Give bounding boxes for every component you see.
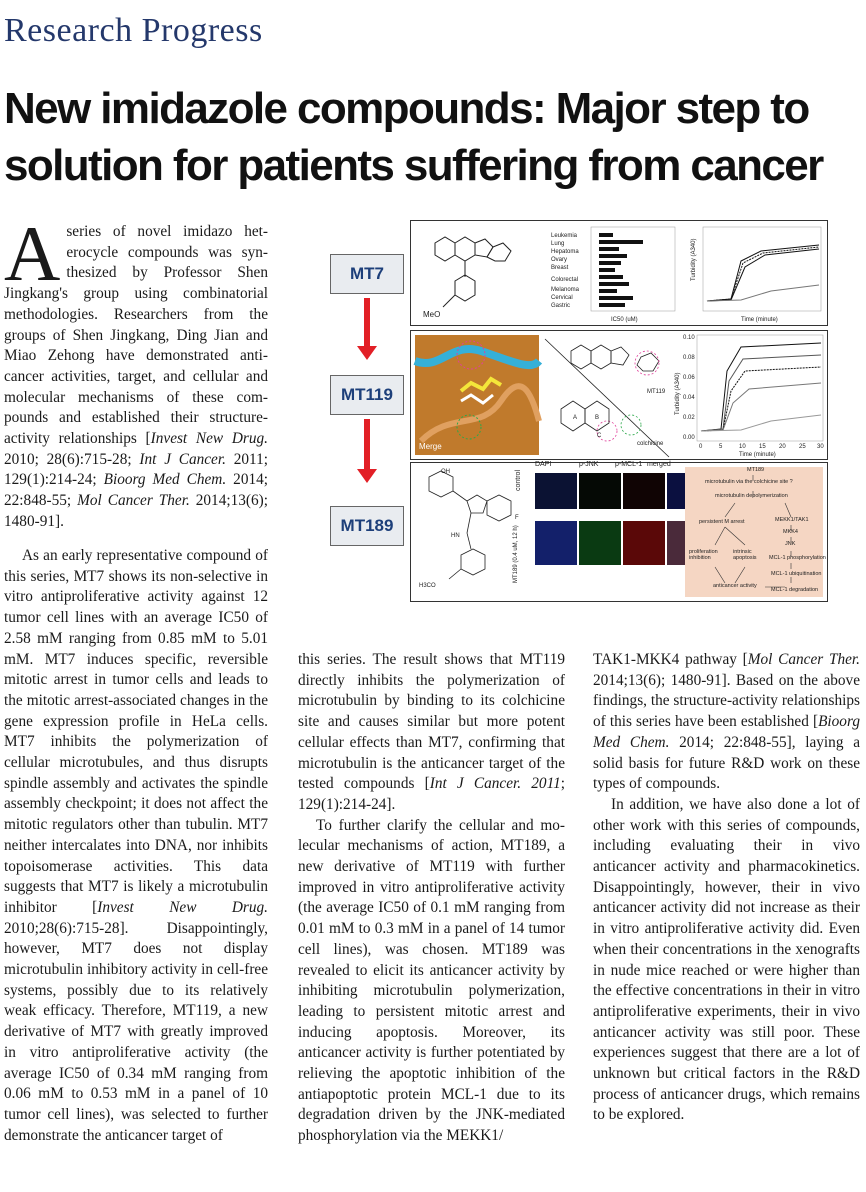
body-column-2	[298, 650, 565, 1147]
svg-text:5: 5	[719, 444, 723, 450]
svg-text:0: 0	[699, 444, 703, 450]
panel-mt119-graphics	[411, 331, 827, 459]
compound-label-mt189: MT189	[330, 506, 404, 546]
row-label-control: control	[515, 469, 522, 491]
pathway-node: JNK	[785, 541, 796, 547]
svg-text:Melanoma: Melanoma	[551, 287, 580, 293]
svg-text:30: 30	[817, 444, 824, 450]
paragraph: this series. The result shows that MT119 directly inhibits the polymerization of microtubulin by binding to its colchicine site and causes similar but more potent cellular effects than MT7, confirming that microtubulin is the anticancer target of the tested compounds [Int J Cancer. 2011; 129(1):214-24].	[298, 651, 565, 813]
svg-text:Ovary: Ovary	[551, 257, 568, 263]
pathway-node: MT189	[747, 467, 765, 473]
svg-text:Colorectal: Colorectal	[551, 277, 579, 283]
ring-label-c: C	[597, 433, 602, 439]
mt119-site-label: MT119	[647, 389, 666, 395]
section-title: Research Progress	[4, 12, 263, 49]
svg-text:Lung: Lung	[551, 241, 565, 247]
svg-text:OH: OH	[441, 469, 450, 475]
figure-panel-mt189	[410, 462, 828, 602]
paragraph: TAK1-MKK4 pathway [Mol Cancer Ther. 2014;13(6); 1480-91]. Based on the above findings, the structure-activity relationships of this series have been established [Bioorg Med Chem. 2014; 22:848-55], laying a solid basis for future R&D work on these types of compounds.	[593, 651, 860, 793]
pathway-node: proliferation inhibition	[689, 549, 718, 561]
svg-text:0.00: 0.00	[683, 435, 695, 441]
figure	[330, 220, 828, 602]
svg-text:0.10: 0.10	[683, 335, 695, 341]
pathway-node: MKK4	[783, 529, 798, 535]
svg-text:25: 25	[799, 444, 806, 450]
body-column-3	[593, 650, 860, 1126]
micro-col-label: p-MCL-1	[615, 461, 643, 468]
micrograph-pmcl1-control	[623, 473, 665, 509]
micrograph-pjnk-control	[579, 473, 621, 509]
substituent-label: H3CO	[419, 583, 436, 589]
turbidity-axis-label: Turbidity (A340)	[691, 238, 697, 281]
paragraph: Aseries of novel imidazo heterocycle compounds was synthesized by Professor Shen Jingkang's group using combinatorial methodologies. Researchers from the groups of Shen Jingkang, Ding Jian and Miao Zehong have demonstrated anticancer activities, target, and cellular and molecular mechanisms of these compounds and established their structure-activity relationships [Invest New Drug. 2010; 28(6):715-28; Int J Cancer. 2011; 129(1):214-24; Bioorg Med Chem. 2014; 22:848-55; Mol Cancer Ther. 2014;13(6); 1480-91].	[4, 210, 269, 530]
chemical-structure-mt119	[545, 339, 669, 457]
ic50-bar-chart	[591, 227, 675, 311]
micro-col-label: merged	[647, 461, 671, 468]
micrograph-pmcl1-treated	[623, 521, 665, 565]
colchicine-label: colchicine	[637, 441, 664, 447]
arrow-head	[357, 469, 377, 483]
micrograph-dapi-control	[535, 473, 577, 509]
turbidity-chart-mt7	[703, 227, 821, 311]
chemical-structure-mt7	[435, 237, 511, 307]
x-tick-labels	[699, 444, 824, 450]
svg-text:Leukemia: Leukemia	[551, 233, 578, 239]
svg-text:0.08: 0.08	[683, 355, 695, 361]
svg-text:10: 10	[739, 444, 746, 450]
body-column-1-top	[4, 210, 269, 533]
panel-mt7-graphics	[411, 221, 827, 325]
pathway-node: MCL-1 ubiquitination	[771, 571, 822, 577]
micro-col-label: p-JNK	[579, 461, 599, 468]
figure-panel-mt7	[410, 220, 828, 326]
dropcap: A	[4, 210, 61, 297]
pathway-node: anticancer activity	[713, 583, 757, 589]
svg-text:HN: HN	[451, 533, 460, 539]
pathway-connectors	[685, 467, 823, 597]
pathway-node: MCL-1 phosphorylation	[769, 555, 826, 561]
compound-label-mt119: MT119	[330, 375, 404, 415]
paragraph: To further clarify the cellular and molecular mechanisms of action, MT189, a new derivative of MT119 with further improved in vitro antiproliferative activity (the average IC50 of 0.1 mM ranging from 0.01 mM to 0.3 mM in a panel of 14 tumor cell lines), was chosen. MT189 was revealed to elicit its anticancer activity by inhibiting microtubulin polymerization, leading to persistent mitotic arrest and inducing apoptosis. Moreover, its anticancer activity is further potentiated by relieving the apoptotic inhibition of the antiapoptotic protein MCL-1 due to its degradation driven by the JNK-mediated phosphorylation via the MEKK1/	[298, 816, 565, 1145]
cell-line-labels	[551, 233, 580, 309]
svg-text:0.06: 0.06	[683, 375, 695, 381]
row-label-treated: MT189 (0.4 uM, 12 h)	[513, 525, 519, 583]
time-axis-label: Time (minute)	[741, 317, 778, 323]
ic50-axis-label: IC50 (uM)	[611, 317, 638, 323]
substituent-label: MeO	[423, 310, 441, 319]
arrow-down	[364, 298, 370, 348]
micrograph-dapi-treated	[535, 521, 577, 565]
micrograph-pjnk-treated	[579, 521, 621, 565]
paragraph: In addition, we have also done a lot of other work with this series of compounds, including evaluating their in vivo anticancer activity and pharmacokinetics. Disappointingly, however, their in vivo anticancer activity did not increase as their in vitro antiproliferative activity did. Even when their concentrations in the xenografts in nude mice reached or were higher than the effective concentrations in their in vitro antiproliferative experiments, their in vivo anticancer activity was still poor. These experiences suggest that there are a lot of unknown but critical factors in the R&D process of anticancer drugs, which remains to be explored.	[593, 795, 860, 1124]
compound-label-mt7: MT7	[330, 254, 404, 294]
y-tick-labels	[683, 335, 695, 441]
pathway-node: intrinsic apoptosis	[733, 549, 757, 561]
svg-text:Cervical: Cervical	[551, 295, 573, 301]
article-headline: New imidazole compounds: Major step to solution for patients suffering from cancer	[4, 84, 823, 190]
paragraph: As an early representative compound of this series, MT7 shows its non-selective in vitro antiproliferative activity against 12 tumor cell lines with an average IC50 of 2.58 mM ranging from 0.85 mM to 5.01 mM. MT7 induces specific, reversible mitotic arrest in tumor cells and leads to the mitotic arrest-associated changes in the gene expression profile in HeLa cells. MT7 inhibits the polymerization of cellular microtubules, and thus disrupts spindle assembly and activates the spindle assembly checkpoint; it does not affect the mitotic regulators other than tubulin. MT7 neither intercalates into DNA, nor inhibits topoisomerase activities. This data suggests that MT7 is likely a microtubulin inhibitor [Invest New Drug. 2010;28(6):715-28]. Disappointingly, however, MT7 does not display microtubulin inhibitory activity in cell-free systems, possibly due to its relatively weak efficacy. Therefore, MT119, a new derivative of MT7 with greatly improved in vitro antiproliferative activity (the average IC50 of 0.34 mM ranging from 0.06 mM to 0.53 mM in a panel of 10 tumor cell lines), was selected to further demonstrate the anticancer target of	[4, 547, 268, 1144]
turbidity-chart-mt119	[697, 335, 823, 441]
svg-text:0.02: 0.02	[683, 415, 695, 421]
turbidity-axis-label: Turbidity (A340)	[675, 372, 681, 415]
arrow-head	[357, 346, 377, 360]
figure-panel-mt119	[410, 330, 828, 460]
pathway-node: microtubulin via the colchicine site ?	[705, 479, 793, 485]
svg-text:0.04: 0.04	[683, 395, 695, 401]
pathway-node: persistent M arrest	[699, 519, 745, 525]
svg-text:Hepatoma: Hepatoma	[551, 249, 579, 255]
svg-text:20: 20	[779, 444, 786, 450]
ring-label-b: B	[595, 415, 600, 421]
micro-col-label: DAPI	[535, 461, 552, 468]
time-axis-label: Time (minute)	[739, 452, 776, 458]
body-column-1	[4, 546, 268, 1146]
svg-text:15: 15	[759, 444, 766, 450]
svg-text:Merge: Merge	[419, 442, 442, 451]
pathway-node: MCL-1 degradation	[771, 587, 819, 593]
ring-label-a: A	[573, 415, 578, 421]
svg-text:Breast: Breast	[551, 265, 569, 271]
svg-text:F: F	[515, 515, 519, 521]
arrow-down	[364, 419, 370, 471]
pathway-node: microtubulin depolymerization	[715, 493, 788, 499]
pathway-node: MEKK1/TAK1	[775, 517, 809, 523]
docking-image	[415, 335, 539, 455]
pathway-diagram	[685, 467, 826, 597]
svg-text:Gastric: Gastric	[551, 303, 571, 309]
